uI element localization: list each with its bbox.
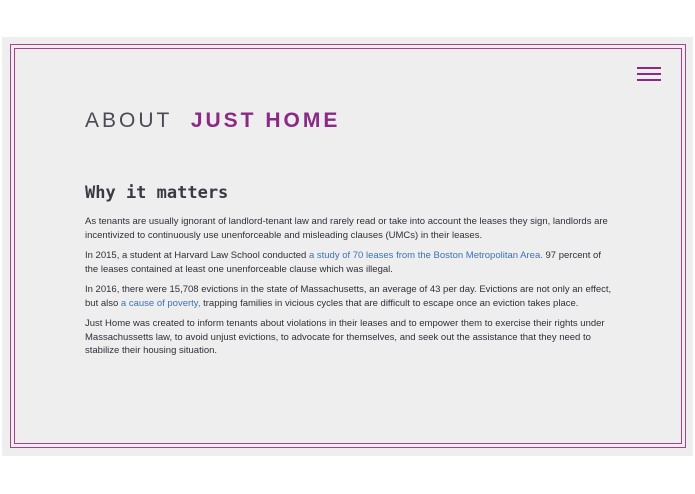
paragraph-text: In 2016, there were 15,708 evictions in the state of Massachusetts, an average of 43 per day. Evictions are not only an effect, but also bbox=[85, 284, 612, 309]
menu-bar bbox=[637, 67, 661, 69]
poverty-link[interactable]: a cause of poverty, bbox=[120, 297, 201, 309]
menu-bar bbox=[637, 79, 661, 81]
section-title: Why it matters bbox=[85, 183, 229, 203]
paragraph-study bbox=[85, 249, 615, 276]
paragraph-umc: As tenants are usually ignorant of landlord-tenant law and rarely read or take into account the leases they sign, landlords are incentivized to continuously use unenforceable and misleading clauses (UMCs) in their leases. bbox=[85, 216, 608, 241]
article-body bbox=[85, 215, 615, 365]
brand-name: JUST HOME bbox=[190, 109, 341, 132]
menu-bar bbox=[637, 73, 661, 75]
paragraph-text: trapping families in vicious cycles that are difficult to escape once an eviction takes place. bbox=[200, 297, 579, 309]
paragraph-text: In 2015, a student at Harvard Law School conducted bbox=[85, 250, 309, 261]
hamburger-menu-icon[interactable] bbox=[637, 66, 663, 82]
page-title bbox=[85, 108, 340, 134]
paragraph-evictions bbox=[85, 283, 615, 310]
paragraph-text: 97 percent of the leases contained at least one unenforceable clause which was illegal. bbox=[85, 250, 601, 275]
about-label: ABOUT bbox=[85, 109, 172, 132]
study-link[interactable]: a study of 70 leases from the Boston Metropolitan Area. bbox=[308, 250, 543, 261]
paragraph-mission: Just Home was created to inform tenants about violations in their leases and to empower them to exercise their rights under Massachussetts law, to avoid unjust evictions, to advocate for themselves, and seek out the assistance that they need to stabilize their housing situation. bbox=[85, 318, 605, 356]
